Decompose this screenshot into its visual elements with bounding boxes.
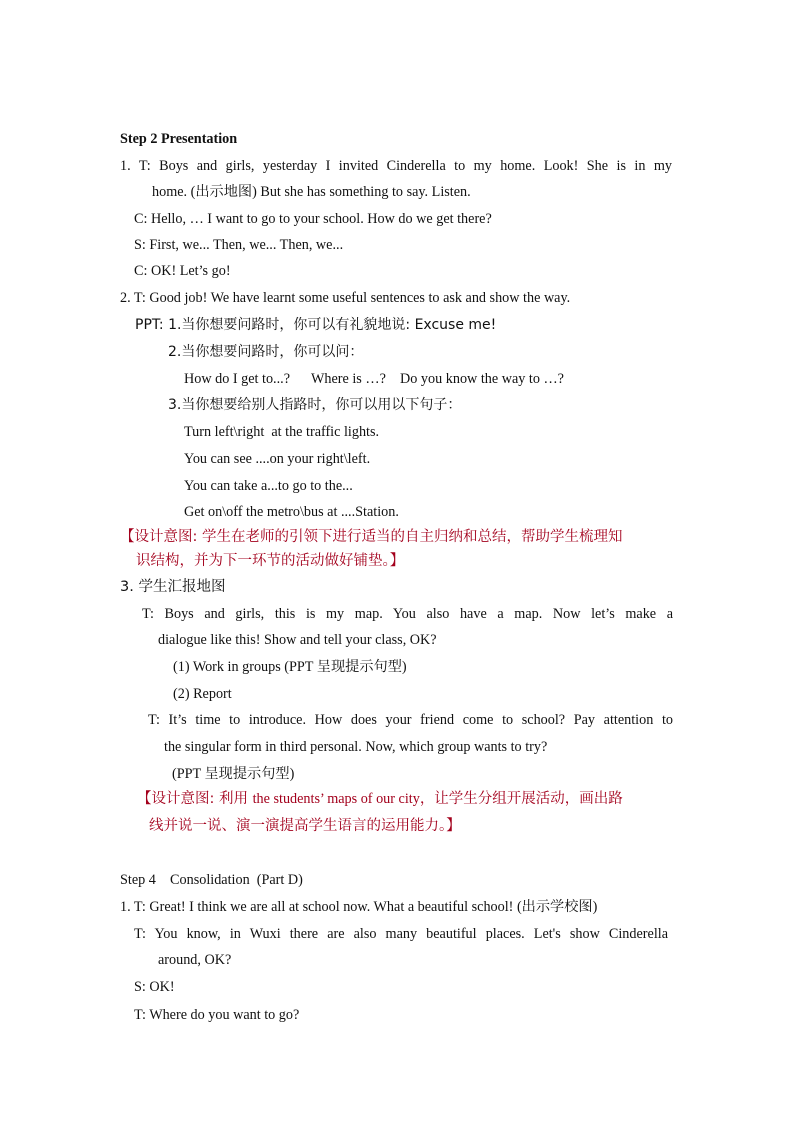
design-intent-2-part-a: 【设计意图: 利用 [137, 791, 253, 807]
item2-direction-3: You can take a...to go to the... [184, 478, 353, 494]
item2-direction-2: You can see ....on your right\left. [184, 451, 371, 467]
item3-ppt-note: (PPT 呈现提示句型) [172, 766, 295, 782]
item2-questions: How do I get to...? Where is …? Do you know the way to …? [184, 371, 564, 387]
design-intent-1-line1: 【设计意图: 学生在老师的引领下进行适当的自主归纳和总结，帮助学生梳理知 [120, 529, 623, 545]
step4-line1: 1. T: Great! I think we are all at school now. What a beautiful school! (出示学校图) [120, 899, 598, 915]
item2-direction-1: Turn left\right at the traffic lights. [184, 424, 380, 440]
item2-line1: 2. T: Good job! We have learnt some useful sentences to ask and show the way. [120, 290, 571, 306]
item3-heading: 3. 学生汇报地图 [120, 579, 226, 595]
item3-teacher-line3: T: It’s time to introduce. How does your friend come to school? Pay attention to [148, 712, 673, 728]
item3-teacher-line1: T: Boys and girls, this is my map. You also have a map. Now let’s make a [142, 606, 673, 622]
item3-work-in-groups: (1) Work in groups (PPT 呈现提示句型) [173, 659, 407, 675]
item1-line1: 1. T: Boys and girls, yesterday I invited Cinderella to my home. Look! She is in my [120, 158, 672, 174]
step4-line2: T: You know, in Wuxi there are also many beautiful places. Let's show Cinderella [134, 926, 668, 942]
item1-cinderella-line: C: Hello, … I want to go to your school. How do we get there? [134, 211, 492, 227]
item2-direction-4: Get on\off the metro\bus at ....Station. [184, 504, 399, 520]
step4-teacher-line: T: Where do you want to go? [134, 1007, 300, 1023]
design-intent-2-line2: 线并说一说、演一演提高学生语言的运用能力。】 [149, 818, 461, 834]
item1-student-line: S: First, we... Then, we... Then, we... [134, 237, 344, 253]
item1-cinderella-line-2: C: OK! Let’s go! [134, 263, 231, 279]
item3-teacher-line2: dialogue like this! Show and tell your class, OK? [158, 632, 437, 648]
item3-teacher-line4: the singular form in third personal. Now, which group wants to try? [164, 739, 548, 755]
step2-heading: Step 2 Presentation [120, 131, 238, 147]
design-intent-2-line1 [137, 790, 623, 808]
step4-student-line: S: OK! [134, 979, 175, 995]
item3-report: (2) Report [173, 686, 232, 702]
item2-ppt-2: 2.当你想要问路时，你可以问： [168, 344, 364, 360]
design-intent-2-part-c: ，让学生分组开展活动，画出路 [419, 791, 623, 807]
step4-line3: around, OK? [158, 952, 232, 968]
item2-ppt-3: 3.当你想要给别人指路时，你可以用以下句子： [168, 397, 462, 413]
item2-ppt-1: PPT: 1.当你想要问路时，你可以有礼貌地说: Excuse me! [135, 317, 497, 333]
item1-line2: home. (出示地图) But she has something to say. Listen. [152, 184, 471, 200]
design-intent-2-part-b: the students’ maps of our city [252, 791, 420, 807]
design-intent-1-line2: 识结构，并为下一环节的活动做好铺垫。】 [136, 553, 405, 569]
step4-heading: Step 4 Consolidation (Part D) [120, 872, 303, 888]
